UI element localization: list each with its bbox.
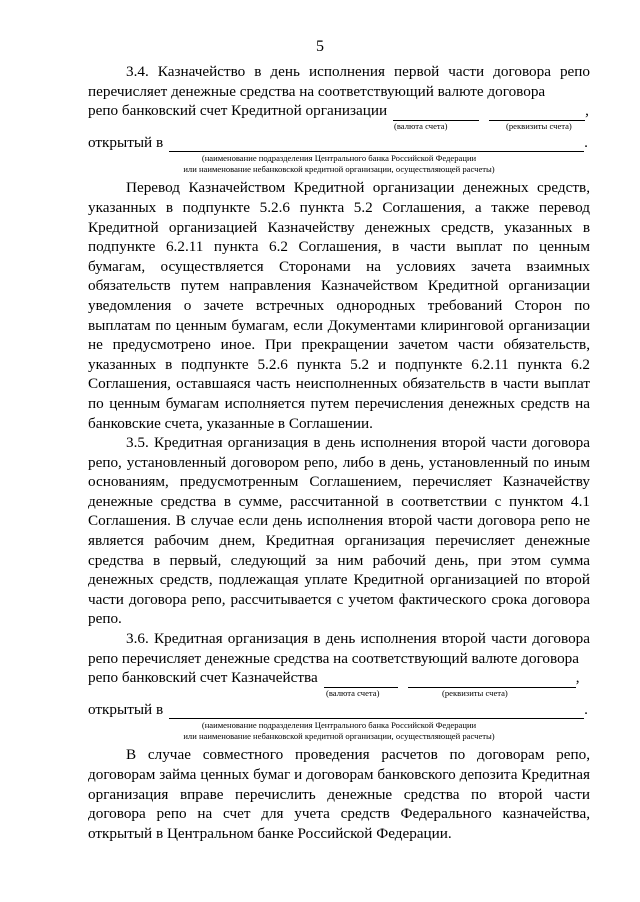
section-3-4-opened-in-line: открытый в .: [88, 133, 588, 151]
section-3-6-account-text: репо банковский счет Казначейства: [88, 669, 318, 687]
currency-blank: [324, 672, 398, 688]
opened-in-label: открытый в: [88, 700, 164, 718]
division-blank: [169, 703, 584, 719]
section-3-6-account-captions: [88, 688, 590, 700]
document-body: [88, 62, 590, 843]
section-3-4-paragraph: Перевод Казначейством Кредитной организации денежных средств, указанных в подпункте 5.2.6 пункта 5.2 Соглашения, а также перевод Кредитной организацией Казначейству денежных средств, указанных в подпункте 6.2.11 пункта 6.2 Соглашения, в части выплат по ценным бумагам, осуществляется Сторонами на условиях зачета взаимных обязательств путем направления Казначейством Кредитной организации уведомления о зачете встречных однородных требований Сторон по выплатам по ценным бумагам, если Документами клиринговой организации не предусмотрено иное. При прекращении зачетом части обязательств, указанных в подпункте 5.2.6 пункта 5.2 и подпункте 6.2.11 пункта 6.2 Соглашения, оставшаяся часть неисполненных обязательств в части выплат по ценным бумагам исполняется путем перечисления денежных средств на банковские счета, указанные в Соглашении.: [88, 179, 590, 432]
section-3-4-division-caption: (наименование подразделения Центрального банка Российской Федерации или наименование небанковской кредитной организации, осуществляющей расчеты): [183, 153, 495, 175]
caption-currency: (валюта счета): [394, 120, 448, 131]
section-3-6-division-caption: (наименование подразделения Центрального банка Российской Федерации или наименование небанковской кредитной организации, осуществляющей расчеты): [183, 720, 495, 742]
section-3-6-intro: 3.6. Кредитная организация в день исполнения второй части договора репо перечисляет денежные средства на соответствующий валюте договора: [88, 630, 590, 667]
caption-details: (реквизиты счета): [506, 120, 572, 131]
section-3-5-paragraph: 3.5. Кредитная организация в день исполнения второй части договора репо, установленный договором репо, либо в день, установленный по иным основаниям, предусмотренным Соглашением, перечисляет Казначейству денежные средства в сумме, рассчитанной в соответствии с пунктом 4.1 Соглашения. В случае если день исполнения второй части договора репо не является рабочим днем, Кредитная организация перечисляет денежные средства в первый, следующий за ним рабочий день, при этом сумма денежных средств, подлежащая уплате Кредитной организацией по второй части договора репо, рассчитывается с учетом фактического срока договора репо.: [88, 434, 590, 628]
division-blank: [169, 136, 584, 152]
account-details-blank: [408, 672, 576, 688]
section-3-4-intro: 3.4. Казначейство в день исполнения первой части договора репо перечисляет денежные средства на соответствующий валюте договора: [88, 63, 590, 100]
section-3-4-account-captions: [88, 121, 590, 133]
section-3-4-account-line: репо банковский счет Кредитной организации ,: [88, 102, 589, 120]
section-3-6-account-line: репо банковский счет Казначейства ,: [88, 669, 580, 687]
section-3-4-account-text: репо банковский счет Кредитной организации: [88, 102, 388, 120]
opened-in-label: открытый в: [88, 133, 164, 151]
account-details-blank: [489, 105, 585, 121]
section-3-6-opened-in-line: открытый в .: [88, 700, 588, 718]
page-number: 5: [316, 38, 324, 55]
currency-blank: [393, 105, 479, 121]
caption-currency: (валюта счета): [326, 687, 380, 698]
section-3-6-paragraph: В случае совместного проведения расчетов по договорам репо, договорам займа ценных бумаг и договорам банковского депозита Кредитная организация вправе перечислить денежные средства по второй части договора репо на счет для учета средств Федерального казначейства, открытый в Центральном банке Российской Федерации.: [88, 746, 590, 842]
caption-details: (реквизиты счета): [442, 687, 508, 698]
